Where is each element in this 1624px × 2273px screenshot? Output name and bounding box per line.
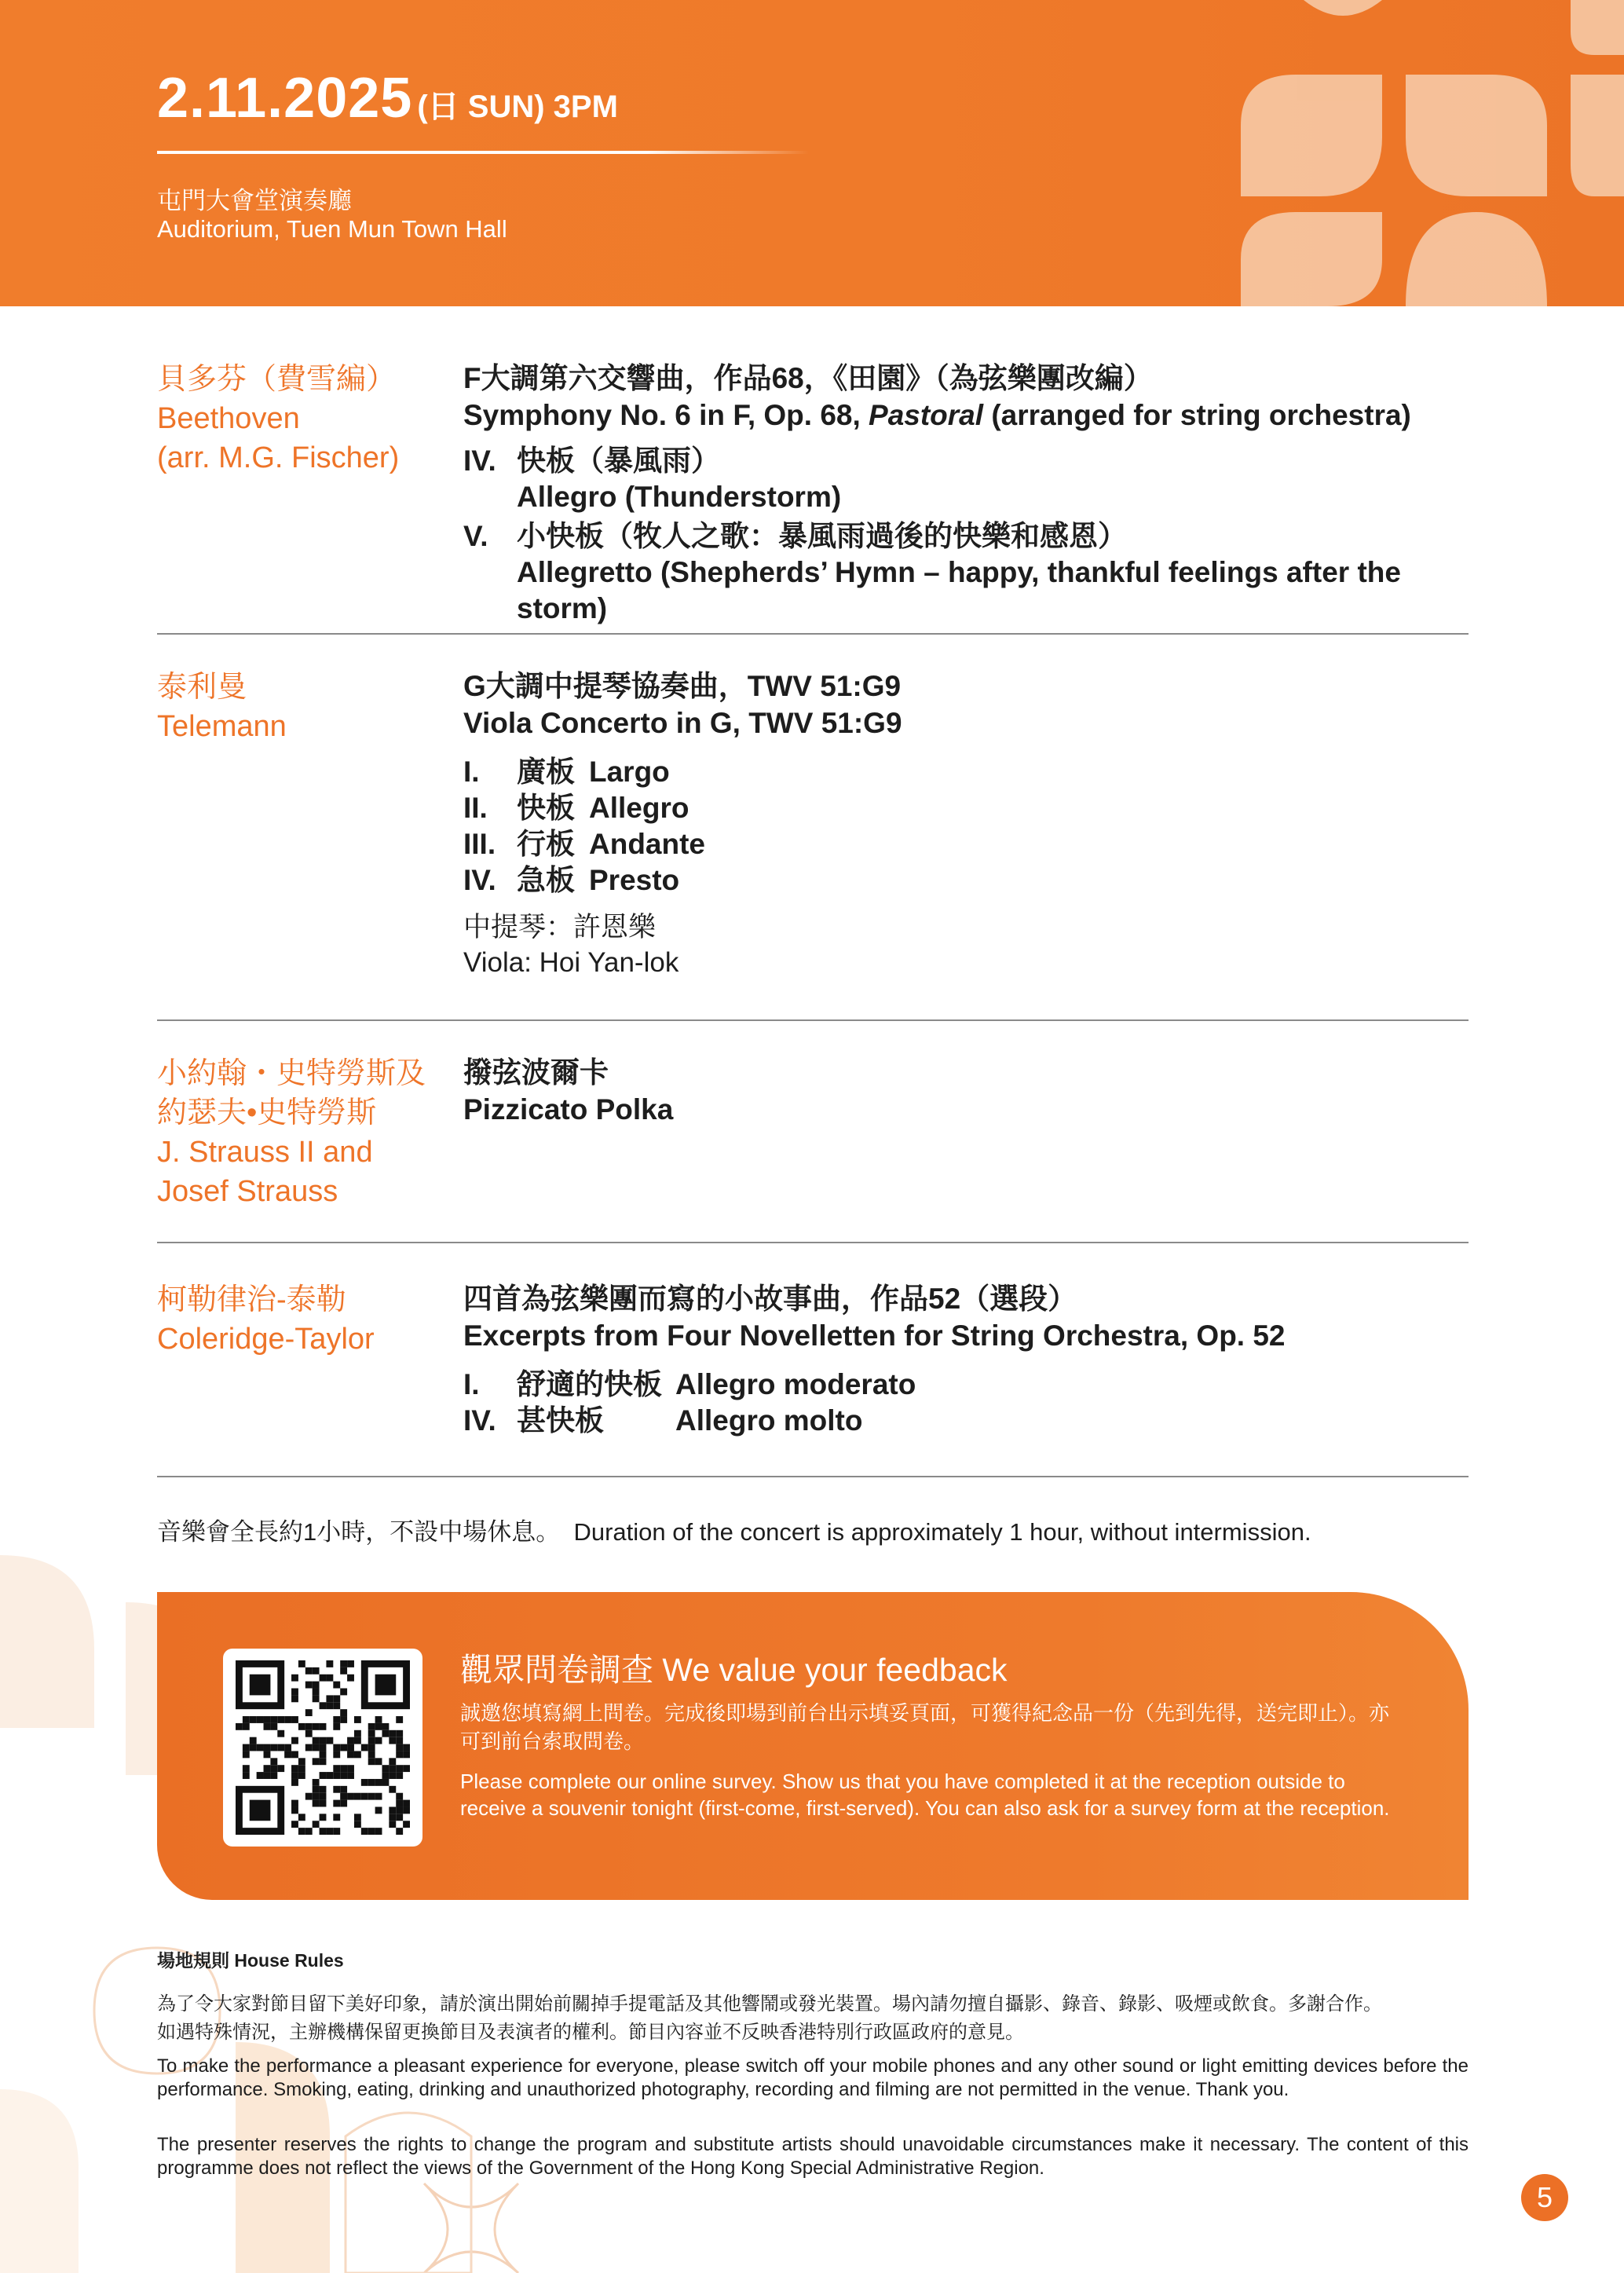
movement-item: IV. 急板 Presto xyxy=(463,864,680,896)
composer-name xyxy=(157,1280,455,1359)
movement-item: III. 行板 Andante xyxy=(463,828,705,860)
feedback-panel xyxy=(157,1592,1469,1900)
house-rules-title: 場地規則 House Rules xyxy=(157,1950,344,1971)
work-title-en: Excerpts from Four Novelletten for String Orchestra, Op. 52 xyxy=(463,1320,1286,1352)
composer-name xyxy=(157,668,455,746)
feedback-title: 觀眾問卷調查 We value your feedback xyxy=(460,1652,1008,1688)
work-title-en: Pizzicato Polka xyxy=(463,1093,674,1126)
section-divider xyxy=(157,1242,1469,1243)
work-title-zh: G大調中提琴協奏曲，TWV 51:G9 xyxy=(463,670,902,702)
header-rule xyxy=(157,151,809,154)
date-text: 2.11.2025 xyxy=(157,67,413,130)
house-rules-disclaimer: The presenter reserves the rights to change the program and substitute artists should unavoidable circumstances make it necessary. The content of this programme does not reflect the views of the Government of the Hong Kong Special Administrative Region. xyxy=(157,2134,1469,2179)
work-details xyxy=(463,1280,1476,1439)
qr-code-graphic xyxy=(235,1660,411,1835)
work-title-italic: Pastoral xyxy=(869,399,984,431)
section-divider xyxy=(157,633,1469,635)
work-title-zh: F大調第六交響曲，作品68，《田園》（為弦樂團改編） xyxy=(463,362,1153,394)
composer-en: Josef Strauss xyxy=(157,1175,338,1208)
composer-en: J. Strauss II and xyxy=(157,1136,373,1169)
duration-note xyxy=(157,1512,1311,1547)
composer-en: Coleridge-Taylor xyxy=(157,1323,375,1356)
duration-zh: 音樂會全長約1小時，不設中場休息。 xyxy=(157,1518,561,1546)
page-number: 5 xyxy=(1521,2174,1568,2221)
work-title-en: Viola Concerto in G, TWV 51:G9 xyxy=(463,707,902,739)
house-rules-en: To make the performance a pleasant experience for everyone, please switch off your mobile phones and any other sound or light emitting devices before the performance. Smoking, eating, drinking and unauthorized photography, recording and filming are not permitted in the venue. Thank you. xyxy=(157,2055,1469,2100)
work-details xyxy=(463,1054,1476,1128)
work-details xyxy=(463,360,1476,627)
composer-zh: 泰利曼 xyxy=(157,671,247,704)
movement-en: Allegro (Thunderstorm) xyxy=(517,481,842,513)
composer-name xyxy=(157,1054,463,1211)
soloist-zh: 中提琴：許恩樂 xyxy=(463,912,657,943)
movement-item: II. 快板 Allegro xyxy=(463,792,689,824)
venue-zh: 屯門大會堂演奏廳 xyxy=(157,187,352,214)
composer-zh: 小約翰・史特勞斯及 xyxy=(157,1057,426,1090)
header-banner xyxy=(0,0,1624,306)
work-title-zh: 四首為弦樂團而寫的小故事曲，作品52（選段） xyxy=(463,1283,1077,1315)
work-title-en: Symphony No. 6 in F, Op. 68, Pastoral (arranged for string orchestra) xyxy=(463,399,1411,431)
feedback-text-en: Please complete our online survey. Show us that you have completed it at the reception outside to receive a souvenir tonight (first-come, first-served). You can also ask for a survey form at the reception. xyxy=(460,1770,1390,1820)
movement-item: I. 廣板 Largo xyxy=(463,756,670,788)
movement-item: IV. 甚快板 Allegro molto xyxy=(463,1404,863,1437)
qr-code-icon[interactable] xyxy=(223,1649,422,1847)
feedback-text-zh: 誠邀您填寫網上問卷。完成後即場到前台出示填妥頁面，可獲得紀念品一份（先到先得，送完即止）。亦可到前台索取問卷。 xyxy=(460,1701,1390,1753)
soloist-info xyxy=(463,910,1476,980)
work-title-zh: 撥弦波爾卡 xyxy=(463,1056,609,1089)
movement-item xyxy=(463,443,1476,515)
work-details xyxy=(463,668,1476,980)
composer-en: Telemann xyxy=(157,710,287,743)
duration-en: Duration of the concert is approximately 1 hour, without intermission. xyxy=(573,1518,1311,1546)
movement-zh: 快板（暴風雨） xyxy=(517,445,720,477)
soloist-en: Viola: Hoi Yan-lok xyxy=(463,947,679,978)
composer-zh: 柯勒律治-泰勒 xyxy=(157,1283,346,1316)
venue-en: Auditorium, Tuen Mun Town Hall xyxy=(157,215,507,243)
movement-item: I. 舒適的快板 Allegro moderato xyxy=(463,1368,916,1400)
composer-zh: 貝多芬（費雪編） xyxy=(157,363,397,396)
movement-item xyxy=(463,518,1476,627)
movement-number: IV. xyxy=(463,445,496,477)
section-divider xyxy=(157,1476,1469,1477)
day-time-text: (日 SUN) 3PM xyxy=(417,90,618,124)
house-rules-zh xyxy=(157,1990,1469,2047)
composer-arranger: (arr. M.G. Fischer) xyxy=(157,441,400,474)
concert-date xyxy=(157,66,618,130)
composer-name xyxy=(157,360,455,478)
house-rules-zh-line: 為了令大家對節目留下美好印象，請於演出開始前關掉手提電話及其他響鬧或發光裝置。場內請勿擅自攝影、錄音、錄影、吸煙或飲食。多謝合作。 xyxy=(157,1993,1382,2015)
movement-number: V. xyxy=(463,520,488,552)
composer-zh: 約瑟夫•史特勞斯 xyxy=(157,1096,377,1129)
movement-en: Allegretto (Shepherds’ Hymn – happy, thankful feelings after the storm) xyxy=(517,556,1401,624)
header-petal-decoration xyxy=(1225,0,1624,306)
section-divider xyxy=(157,1019,1469,1021)
movement-zh: 小快板（牧人之歌：暴風雨過後的快樂和感恩） xyxy=(517,520,1127,552)
house-rules-zh-line: 如遇特殊情況，主辦機構保留更換節目及表演者的權利。節目內容並不反映香港特別行政區政府的意見。 xyxy=(157,2022,1024,2043)
composer-en: Beethoven xyxy=(157,402,300,435)
